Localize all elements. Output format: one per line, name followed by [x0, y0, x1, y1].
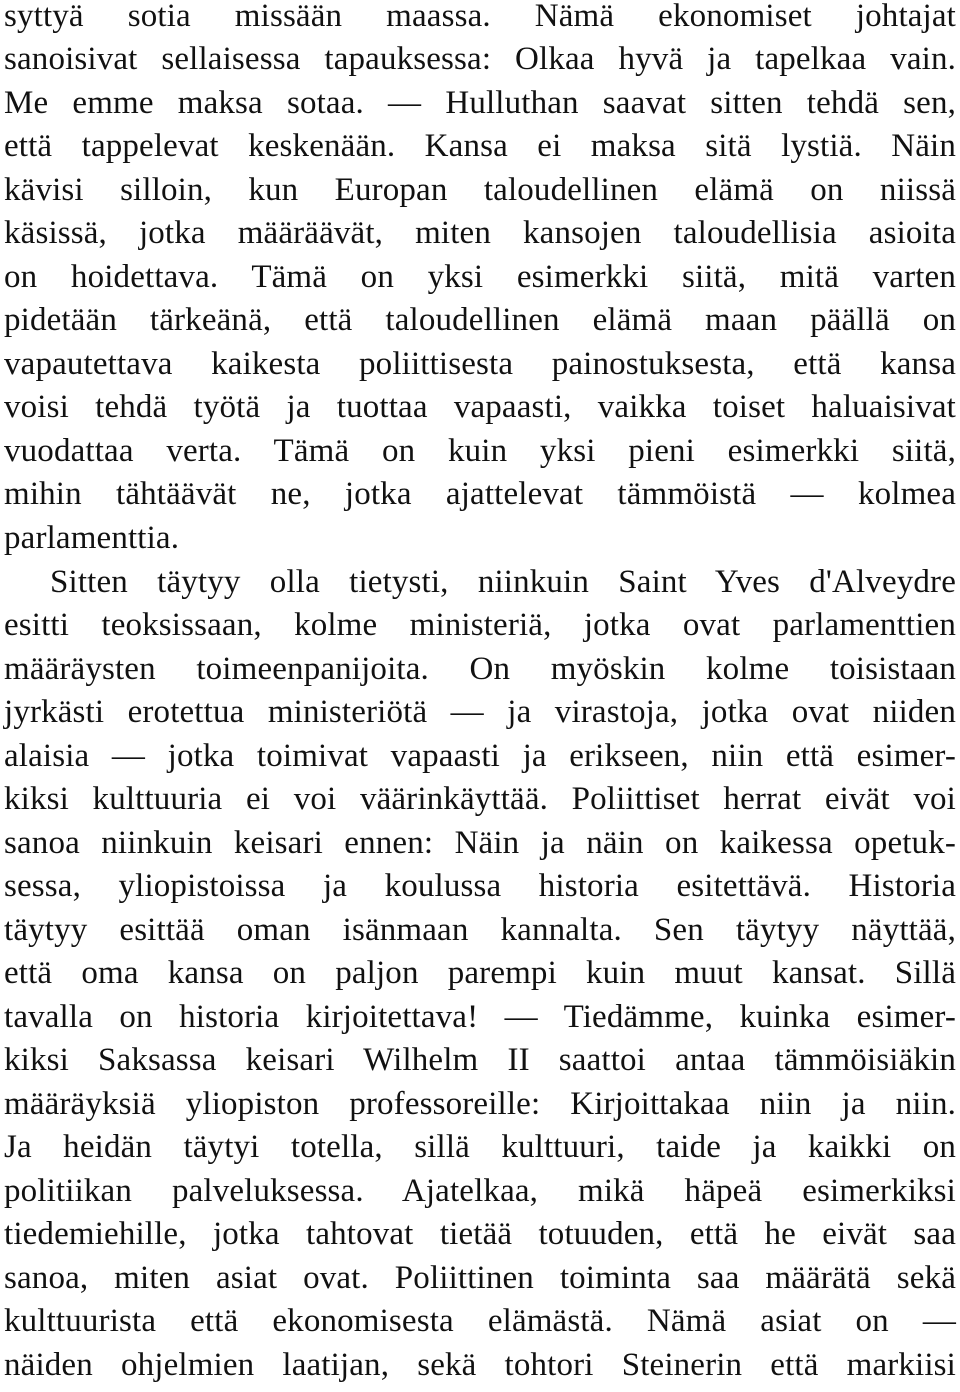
text-line: Ja heidän täytyi totella, sillä kulttuuri, taide ja kaikki on: [4, 1129, 956, 1165]
text-line: määräysten toimeenpanijoita. On myöskin kolme toisistaan: [4, 651, 956, 687]
text-line: sanoa, miten asiat ovat. Poliittinen toiminta saa määrätä sekä: [4, 1260, 956, 1296]
text-line: sanoisivat sellaisessa tapauksessa: Olkaa hyvä ja tapelkaa vain.: [4, 41, 956, 77]
text-line: että oma kansa on paljon parempi kuin muut kansat. Sillä: [4, 955, 956, 991]
text-line: mihin tähtäävät ne, jotka ajattelevat tämmöistä — kolmea: [4, 476, 956, 512]
text-line: parlamenttia.: [4, 520, 180, 556]
text-line: kulttuurista että ekonomisesta elämästä. Nämä asiat on —: [4, 1303, 956, 1339]
text-line: käsissä, jotka määräävät, miten kansojen taloudellisia asioita: [4, 215, 956, 251]
text-line: politiikan palveluksessa. Ajatelkaa, mikä häpeä esimerkiksi: [4, 1173, 956, 1209]
text-line: vuodattaa verta. Tämä on kuin yksi pieni esimerkki siitä,: [4, 433, 956, 469]
text-line: tavalla on historia kirjoitettava! — Tiedämme, kuinka esimer-: [4, 999, 956, 1035]
text-line: että tappelevat keskenään. Kansa ei maksa sitä lystiä. Näin: [4, 128, 956, 164]
text-line: määräyksiä yliopiston professoreille: Kirjoittakaa niin ja niin.: [4, 1086, 956, 1122]
text-line: Me emme maksa sotaa. — Hulluthan saavat sitten tehdä sen,: [4, 85, 956, 121]
text-line: pidetään tärkeänä, että taloudellinen elämä maan päällä on: [4, 302, 956, 338]
text-line: sessa, yliopistoissa ja koulussa historia esitettävä. Historia: [4, 868, 956, 904]
text-line: kiksi kulttuuria ei voi väärinkäyttää. Poliittiset herrat eivät voi: [4, 781, 956, 817]
text-line: täytyy esittää oman isänmaan kannalta. Sen täytyy näyttää,: [4, 912, 956, 948]
text-line: kiksi Saksassa keisari Wilhelm II saattoi antaa tämmöisiäkin: [4, 1042, 956, 1078]
text-line: on hoidettava. Tämä on yksi esimerkki siitä, mitä varten: [4, 259, 956, 295]
text-line: syttyä sotia missään maassa. Nämä ekonomiset johtajat: [4, 0, 956, 34]
text-line: vapautettava kaikesta poliittisesta painostuksesta, että kansa: [4, 346, 956, 382]
text-line: tiedemiehille, jotka tahtovat tietää totuuden, että he eivät saa: [4, 1216, 956, 1252]
paragraph-first-line: Sitten täytyy olla tietysti, niinkuin Saint Yves d'Alveydre: [50, 564, 956, 600]
text-line: sanoa niinkuin keisari ennen: Näin ja näin on kaikessa opetuk-: [4, 825, 956, 861]
text-line: jyrkästi erotettua ministeriötä — ja virastoja, jotka ovat niiden: [4, 694, 956, 730]
text-line: näiden ohjelmien laatijan, sekä tohtori Steinerin että markiisi: [4, 1347, 956, 1383]
text-line: kävisi silloin, kun Europan taloudellinen elämä on niissä: [4, 172, 956, 208]
text-line: voisi tehdä työtä ja tuottaa vapaasti, vaikka toiset haluaisivat: [4, 389, 956, 425]
text-line: esitti teoksissaan, kolme ministeriä, jotka ovat parlamenttien: [4, 607, 956, 643]
text-line: alaisia — jotka toimivat vapaasti ja erikseen, niin että esimer-: [4, 738, 956, 774]
